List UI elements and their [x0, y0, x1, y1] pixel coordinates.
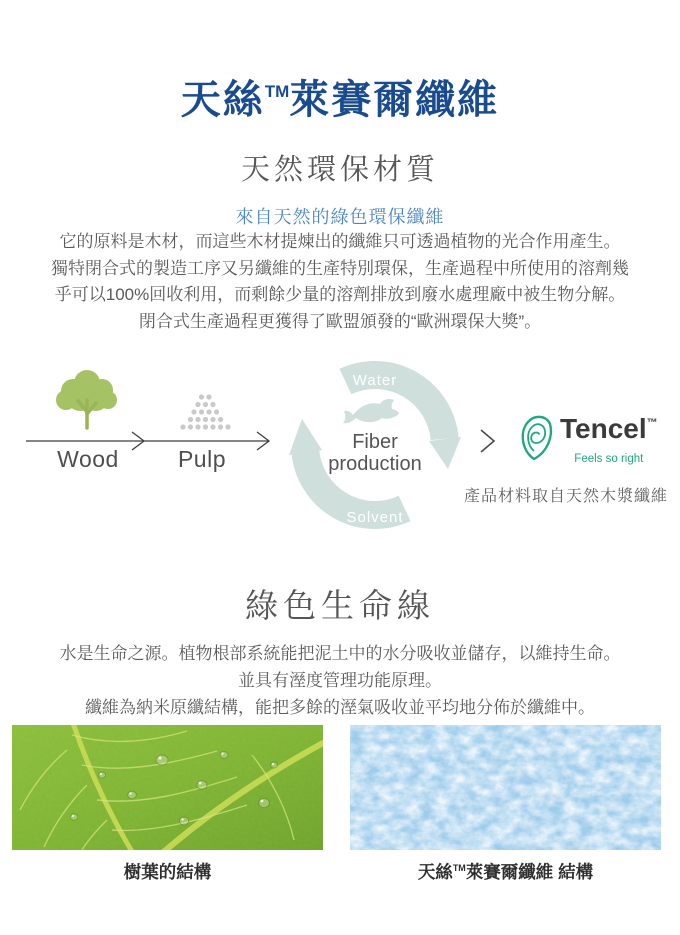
paragraph-line: 乎可以100%回收利用，而剩餘少量的溶劑排放到廢水處理廠中被生物分解。 [54, 285, 626, 304]
cycle-water-label: Water [352, 372, 398, 389]
fiber-caption-suffix: 萊賽爾纖維 結構 [465, 862, 594, 882]
fiber-figure-caption [350, 859, 661, 884]
tencel-logo-name: Tencel [560, 413, 647, 444]
cycle-center-line2: production [328, 453, 422, 475]
lifeline-section-paragraph [0, 640, 680, 721]
fiber-texture-image [350, 725, 661, 850]
cycle-arrowhead-left [289, 419, 322, 455]
fiber-caption-prefix: 天絲 [417, 862, 453, 882]
fiber-caption-trademark: TM [452, 863, 466, 873]
fish-icon [343, 399, 399, 423]
cycle-arrowhead-right [429, 437, 461, 469]
fiber-structure-figure [350, 725, 661, 884]
wood-label: Wood [57, 446, 119, 472]
leaf-structure-figure [12, 725, 323, 884]
paragraph-line: 獨特閉合式的製造工序又另纖維的生產特別環保，生產過程中所使用的溶劑幾 [51, 258, 629, 278]
tree-icon [52, 368, 122, 432]
page-title [0, 68, 680, 125]
pulp-dots-icon [176, 392, 234, 434]
tencel-logo-text [560, 414, 658, 465]
eco-section-heading: 天然環保材質 [240, 154, 439, 186]
cycle-solvent-label: Solvent [346, 509, 404, 526]
paragraph-line: 水是生命之源。植物根部系統能把泥土中的水分吸收並儲存，以維持生命。 [59, 644, 621, 663]
paragraph-line: 它的原料是木材，而這些木材提煉出的纖維只可透過植物的光合作用產生。 [59, 232, 621, 251]
pulp-label: Pulp [177, 446, 227, 472]
paragraph-line: 閉合式生產過程更獲得了歐盟頒發的“歐洲環保大獎”。 [138, 311, 542, 331]
tencel-trademark: ™ [646, 417, 658, 429]
trademark-superscript: TM [264, 82, 290, 101]
paragraph-line: 並具有溼度管理功能原理。 [238, 671, 442, 690]
tencel-leaf-icon [518, 414, 554, 462]
tencel-logo [518, 414, 658, 465]
eco-section-subheading: 來自天然的綠色環保纖維 [235, 207, 445, 227]
leaf-figure-caption: 樹葉的結構 [123, 862, 212, 882]
lifeline-section-heading: 綠色生命線 [245, 587, 435, 624]
page-title-prefix: 天絲 [180, 78, 265, 122]
process-note: 產品材料取自天然木漿纖維 [463, 488, 668, 505]
paragraph-line: 纖維為納米原纖結構，能把多餘的溼氣吸收並平均地分佈於纖維中。 [85, 698, 595, 717]
leaf-macro-image [12, 725, 323, 850]
eco-section-paragraph [0, 229, 680, 335]
cycle-center-line1: Fiber [352, 431, 398, 453]
page-title-suffix: 萊賽爾纖維 [289, 78, 500, 122]
fiber-production-cycle-diagram [287, 355, 463, 539]
tencel-tagline: Feels so right [574, 453, 644, 465]
chevron-right-icon [478, 428, 498, 454]
